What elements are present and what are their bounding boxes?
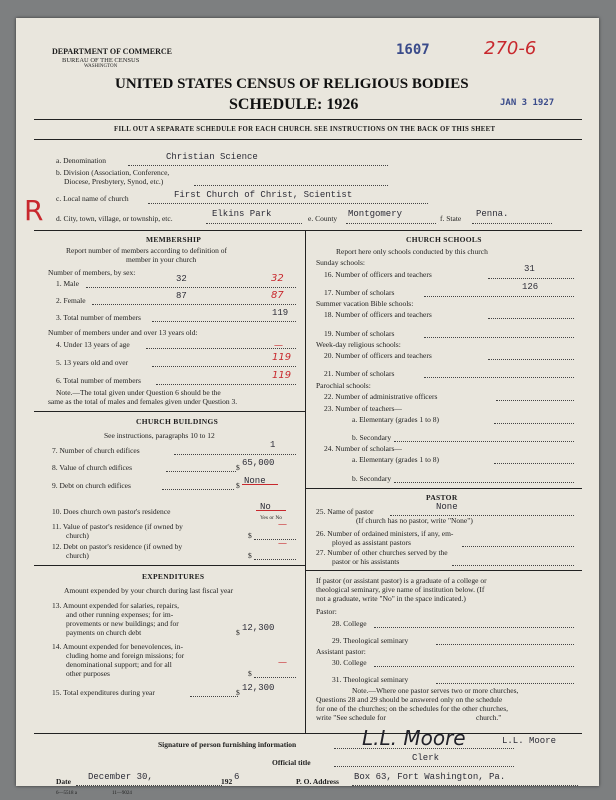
q8-label: 8. Value of church edifices [52, 463, 133, 472]
q25-label: 25. Name of pastor [316, 507, 374, 516]
year-value: 6 [234, 772, 240, 782]
local-name-label: c. Local name of church [56, 194, 129, 203]
q20-label: 20. Number of officers and teachers [324, 351, 432, 360]
under-over-label: Number of members under and over 13 years old: [48, 328, 198, 337]
q25-value: None [436, 502, 458, 512]
buildings-sub: See instructions, paragraphs 10 to 12 [104, 431, 215, 440]
date-received-stamp: JAN 3 1927 [500, 98, 555, 108]
official-title-value: Clerk [412, 753, 440, 763]
yes-no-hint: Yes or No [260, 515, 283, 521]
q23a-label: a. Elementary (grades 1 to 8) [352, 415, 440, 424]
form-title: UNITED STATES CENSUS OF RELIGIOUS BODIES [115, 76, 469, 92]
membership-intro-2: member in your church [126, 255, 197, 264]
q28-label: 28. College [332, 619, 367, 628]
q17-label: 17. Number of scholars [324, 288, 395, 297]
handwritten-number: 270-6 [484, 38, 537, 59]
signature-label: Signature of person furnishing information [158, 740, 297, 749]
q12-label-2: church) [66, 551, 89, 560]
po-address-value: Box 63, Fort Washington, Pa. [354, 772, 506, 782]
q3-label: 3. Total number of members [56, 313, 141, 322]
county-value: Montgomery [348, 209, 403, 219]
q23b-label: b. Secondary [352, 433, 392, 442]
pastor-label: Pastor: [316, 607, 337, 616]
instruction-line: FILL OUT A SEPARATE SCHEDULE FOR EACH CHURCH. SEE INSTRUCTIONS ON THE BACK OF THIS SHEET [114, 126, 496, 133]
state-label: f. State [440, 214, 462, 223]
q6-red: 119 [272, 370, 292, 381]
stamp-number: 1607 [396, 42, 430, 58]
state-value: Penna. [476, 209, 509, 219]
department-name: DEPARTMENT OF COMMERCE [52, 47, 173, 56]
q11-label: 11. Value of pastor's residence (if owned by [52, 522, 183, 531]
membership-title: MEMBERSHIP [146, 235, 202, 244]
q15-label: 15. Total expenditures during year [52, 688, 155, 697]
city-label: d. City, town, village, or township, etc. [56, 214, 173, 223]
date-value: December 30, [88, 772, 153, 782]
expenditures-title: EXPENDITURES [142, 572, 205, 581]
membership-intro: Report number of members according to definition of [66, 246, 227, 255]
schools-intro: Report here only schools conducted by this church [336, 247, 488, 256]
form-number: 6—5518 a [56, 791, 77, 796]
q10-label: 10. Does church own pastor's residence [52, 507, 171, 516]
q13-value: 12,300 [242, 623, 275, 633]
division-label-2: Diocese, Presbytery, Synod, etc.) [64, 177, 164, 186]
q12-label: 12. Debt on pastor's residence (if owned by [52, 542, 183, 551]
denomination-label: a. Denomination [56, 156, 106, 165]
q25-note: (If church has no pastor, write "None") [356, 516, 473, 525]
q24b-label: b. Secondary [352, 474, 392, 483]
q30-label: 30. College [332, 658, 367, 667]
q14-label: 14. Amount expended for benevolences, in- [52, 642, 184, 651]
q6-label: 6. Total number of members [56, 376, 141, 385]
q7-value: 1 [270, 440, 276, 450]
q31-label: 31. Theological seminary [332, 675, 409, 684]
pastor-title: PASTOR [426, 493, 458, 502]
q21-label: 21. Number of scholars [324, 369, 395, 378]
q9-value: None [244, 476, 266, 486]
q8-value: 65,000 [242, 458, 275, 468]
q2-red: 87 [271, 290, 284, 301]
division-label: b. Division (Association, Conference, [56, 168, 170, 177]
q27-label: 27. Number of other churches served by the [316, 548, 448, 557]
q22-label: 22. Number of administrative officers [324, 392, 438, 401]
q5-red: 119 [272, 352, 292, 363]
q24a-label: a. Elementary (grades 1 to 8) [352, 455, 440, 464]
bureau-name: BUREAU OF THE CENSUS [62, 57, 140, 64]
date-label: Date [56, 777, 71, 786]
q4-label: 4. Under 13 years of age [56, 340, 130, 349]
q2-label: 2. Female [56, 296, 86, 305]
weekday-label: Week-day religious schools: [316, 340, 401, 349]
county-label: e. County [308, 214, 338, 223]
q18-label: 18. Number of officers and teachers [324, 310, 432, 319]
schools-title: CHURCH SCHOOLS [406, 235, 482, 244]
official-title-label: Official title [272, 758, 311, 767]
q15-value: 12,300 [242, 683, 275, 693]
graduate-instructions: If pastor (or assistant pastor) is a graduate of a college or [316, 576, 487, 585]
q2-typed: 87 [176, 291, 187, 301]
q5-label: 5. 13 years old and over [56, 358, 129, 367]
q11-label-2: church) [66, 531, 89, 540]
q9-label: 9. Debt on church edifices [52, 481, 131, 490]
q13-label: 13. Amount expended for salaries, repairs, [52, 601, 180, 610]
schedule-title: SCHEDULE: 1926 [229, 96, 359, 113]
q3-typed: 119 [272, 308, 289, 318]
q23-label: 23. Number of teachers— [324, 404, 402, 413]
membership-note: Note.—The total given under Question 6 should be the [56, 388, 221, 397]
summer-label: Summer vacation Bible schools: [316, 299, 414, 308]
members-by-sex-label: Number of members, by sex: [48, 268, 136, 277]
census-schedule-page: DEPARTMENT OF COMMERCE BUREAU OF THE CENSUS WASHINGTON 1607 270-6 JAN 3 1927 UNITED STATES CENSUS OF RELIGIOUS BODIES SCHEDULE: 1926 FILL OUT A SEPARATE SCHEDULE FOR EACH CHURCH. SEE INSTRUCTIONS ON THE BACK OF THIS SHEET R a. Denomination Christian Science b. Division (Association, Conference, Diocese, Presbytery, Synod, etc.) c. Local name of church First Church of Christ, Scientist d. City, town, village, or township, etc. Elkins Park e. County Montgomery f. State Penna. MEMBERSHIP Report number of members according to definition of member in your church Number of members, by sex: 1. Male 32 32 2. Female 87 87 3. Total number of members 119 Number of members under and over 13 years old: 4. Under 13 years of age — 5. 13 years old and over 119 6. Total number of members 119 Note.—The total given under Question 6 should be the same as the total of males and females given under Question 3. CHURCH BUILDINGS See instructions, paragraphs 10 to 12 7. Number of church edifices 1 8. Value of church edifices $ 65,000 9. Debt on church edifices $ None 10. Does church own pastor's residence No Yes or No 11. Value of pastor's residence (if owned by church) $ — 12. Debt on pastor's residence (if owned by church) $ — EXPENDITURES Amount expended by your church during last fiscal year 13. Amount expended for salaries, repairs, and other running expenses; for im- provements or new buildings; and for payments on church debt $ 12,300 14. Amount expended for benevolences, in- cluding home and foreign missions; for denominational support; and for all other purposes $ — 15. Total expenditures during year $ 12,300 CHURCH SCHOOLS Report here only schools conducted by this church Sunday schools: 16. Number of officers and teachers 31 17. Number of scholars 126 Summer vacation Bible schools: 18. Number of officers and teachers 19. Number of scholars Week-day religious schools: 20. Number of officers and teachers 21. Number of scholars Parochial schools: 22. Number of administrative officers 23. Number of teachers— a. Elementary (grades 1 to 8) b. Secondary 24. Number of scholars— a. Elementary (grades 1 to 8) b. Secondary PASTOR 25. Name of pastor None (If church has no pastor, write "None") 26. Number of ordained ministers, if any, em- ployed as assistant pastors 27. Number of other churches served by the pastor or his assistants If pastor (or assistant pastor) is a graduate of a college or theological seminary, give name of institution below. (If not a graduate, write "No" in the space indicated.) Pastor: 28. College 29. Theological seminary Assistant pastor: 30. College 31. Theological seminary Note.—Where one pastor serves two or more churches, Questions 28 and 29 should be answered only on the schedule for one of the churches; on the schedules for the other churches, write "See schedule for church." Signature of person furnishing information L.L. Moore L.L. Moore Official title Clerk Date December 30, 192 6 P. O. Address Box 63, Fort Washington, Pa. 6—5518 a 11—9024 [16, 18, 599, 786]
po-address-label: P. O. Address [296, 777, 339, 786]
buildings-title: CHURCH BUILDINGS [136, 417, 219, 426]
print-number: 11—9024 [112, 791, 132, 796]
margin-mark: R [24, 194, 44, 227]
q29-label: 29. Theological seminary [332, 636, 409, 645]
q1-label: 1. Male [56, 279, 79, 288]
year-prefix: 192 [221, 777, 233, 786]
q16-label: 16. Number of officers and teachers [324, 270, 432, 279]
local-name-value: First Church of Christ, Scientist [174, 190, 353, 200]
expenditures-sub: Amount expended by your church during last fiscal year [64, 586, 234, 595]
parochial-label: Parochial schools: [316, 381, 371, 390]
q1-red: 32 [271, 273, 284, 284]
pastor-note: Note.—Where one pastor serves two or more churches, [352, 686, 519, 695]
q19-label: 19. Number of scholars [324, 329, 395, 338]
city-value: Elkins Park [212, 209, 272, 219]
q1-typed: 32 [176, 274, 187, 284]
membership-note-2: same as the total of males and females given under Question 3. [48, 397, 238, 406]
q7-label: 7. Number of church edifices [52, 446, 140, 455]
signature-typed: L.L. Moore [502, 736, 557, 746]
q24-label: 24. Number of scholars— [324, 444, 402, 453]
q17-value: 126 [522, 282, 539, 292]
signature-handwritten: L.L. Moore [362, 726, 466, 750]
assistant-pastor-label: Assistant pastor: [316, 647, 366, 656]
q10-value: No [260, 502, 271, 512]
q26-label: 26. Number of ordained ministers, if any, em- [316, 529, 454, 538]
denomination-value: Christian Science [166, 152, 258, 162]
bureau-city: WASHINGTON [84, 64, 118, 69]
q16-value: 31 [524, 264, 535, 274]
sunday-label: Sunday schools: [316, 258, 365, 267]
